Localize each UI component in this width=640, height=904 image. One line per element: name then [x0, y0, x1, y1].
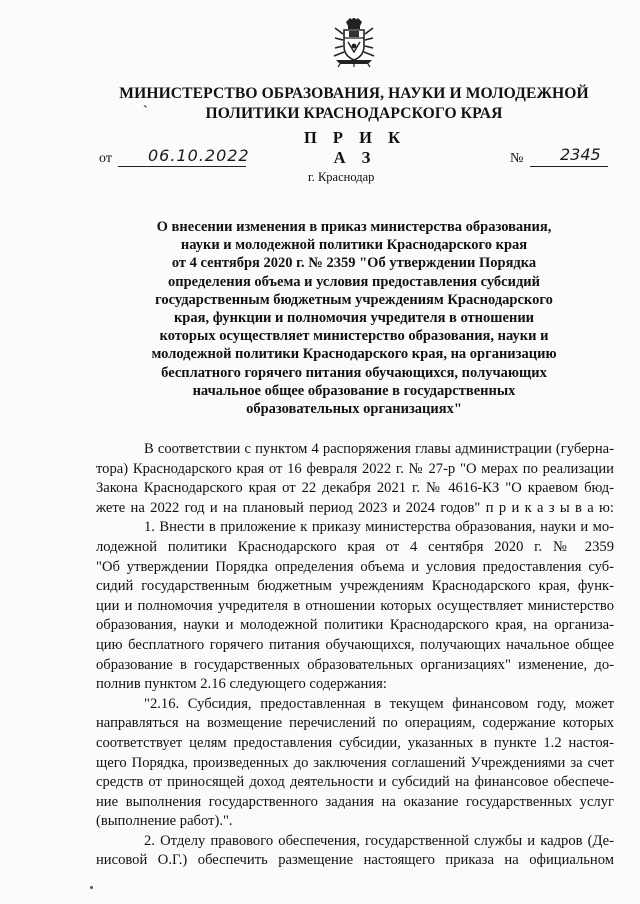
- body-line: нисовой О.Г.) обеспечить размещение настоящего приказа на официальном: [96, 852, 614, 869]
- subject-line: бесплатного горячего питания обучающихся, получающих: [161, 364, 547, 381]
- body-line: В соответствии с пунктом 4 распоряжения главы администрации (губерна-: [144, 441, 614, 457]
- document-type-title: П Р И К А З: [303, 128, 407, 167]
- subject-line: края, функции и полномочия учредителя в отношении: [173, 310, 535, 327]
- body-line: лодежной политики Краснодарского края от 4 сентября 2020 г. № 2359: [96, 538, 614, 555]
- body-line: 1. Внести в приложение к приказу министерства образования, науки и мо-: [144, 519, 614, 536]
- scan-speck: [90, 886, 93, 889]
- number-label: №: [510, 151, 524, 166]
- body-line: (выполнение работ).".: [96, 813, 233, 830]
- body-line: жете на 2022 год и на плановый период 2023 и 2024 годов" п р и к а з ы в а ю:: [96, 499, 614, 516]
- krasnodar-coat-of-arms-icon: [332, 16, 376, 68]
- body-line: средств от приносящей доход деятельности и субсидий на финансовое обеспече-: [96, 774, 614, 791]
- number-underline: [530, 166, 608, 167]
- ministry-name: [100, 84, 608, 124]
- body-line: щего Порядка, произведенных до заключения соглашений Учреждениями за счет: [96, 754, 614, 771]
- body-line: ции и полномочия учредителя в отношении которых осуществляет министерство: [96, 597, 614, 614]
- subject-line: образовательных организациях": [246, 401, 462, 418]
- body-line: образование в государственных образовательных организациях" изменение, до-: [96, 656, 614, 673]
- subject-line: определения объема и условия предоставления субсидий: [167, 273, 541, 290]
- subject-line: которых осуществляет министерство образования, науки и: [159, 328, 549, 345]
- body-line: цию бесплатного горячего питания обучающихся, получающих начальное общее: [96, 636, 614, 653]
- body-line: образования, науки и молодежной политики Краснодарского края, на организа-: [96, 617, 614, 634]
- order-subject: [122, 218, 586, 418]
- subject-line: молодежной политики Краснодарского края, на организацию: [151, 346, 557, 363]
- body-line: "2.16. Субсидия, предоставленная в текущем финансовом году, может: [144, 695, 614, 712]
- date-label: от: [99, 151, 112, 166]
- body-line: Закона Краснодарского края от 22 декабря 2021 г. № 4616-КЗ "О краевом бюд-: [96, 480, 614, 497]
- body-line: соответствует целям предоставления субсидии, указанных в пункте 1.2 настоя-: [96, 734, 614, 751]
- city-label: г. Краснодар: [308, 170, 375, 184]
- subject-line: государственным бюджетным учреждениям Краснодарского: [155, 291, 553, 308]
- subject-line: науки и молодежной политики Краснодарского края: [180, 237, 528, 254]
- ministry-name-line: МИНИСТЕРСТВО ОБРАЗОВАНИЯ, НАУКИ И МОЛОДЕЖНОЙ: [119, 85, 589, 102]
- order-body: [96, 440, 614, 871]
- body-line: направляться на возмещение перечислений по операциям, содержание которых: [96, 715, 614, 732]
- handwritten-date: 06.10.2022: [148, 146, 250, 165]
- subject-line: от 4 сентября 2020 г. № 2359 "Об утверждении Порядка: [171, 255, 537, 272]
- subject-line: начальное общее образование в государственных: [192, 382, 516, 399]
- body-line: 2. Отделу правового обеспечения, государственной службы и кадров (Де-: [144, 832, 614, 849]
- body-line: "Об утверждении Порядка определения объема и условия предоставления суб-: [96, 558, 614, 575]
- body-line: тора) Краснодарского края от 16 февраля 2022 г. № 27-р "О мерах по реализации: [96, 460, 614, 477]
- subject-line: О внесении изменения в приказ министерства образования,: [156, 219, 552, 235]
- body-line: полнив пунктом 2.16 следующего содержания:: [96, 676, 387, 693]
- ministry-name-line: ПОЛИТИКИ КРАСНОДАРСКОГО КРАЯ: [205, 105, 503, 122]
- body-line: сидий государственным бюджетным учреждениям Краснодарского края, функ-: [96, 578, 614, 595]
- stray-mark: `: [143, 104, 148, 119]
- body-line: ние выполнения государственного задания на оказание государственных услуг: [96, 793, 614, 810]
- date-underline: [118, 166, 246, 167]
- handwritten-number: 2345: [560, 145, 601, 164]
